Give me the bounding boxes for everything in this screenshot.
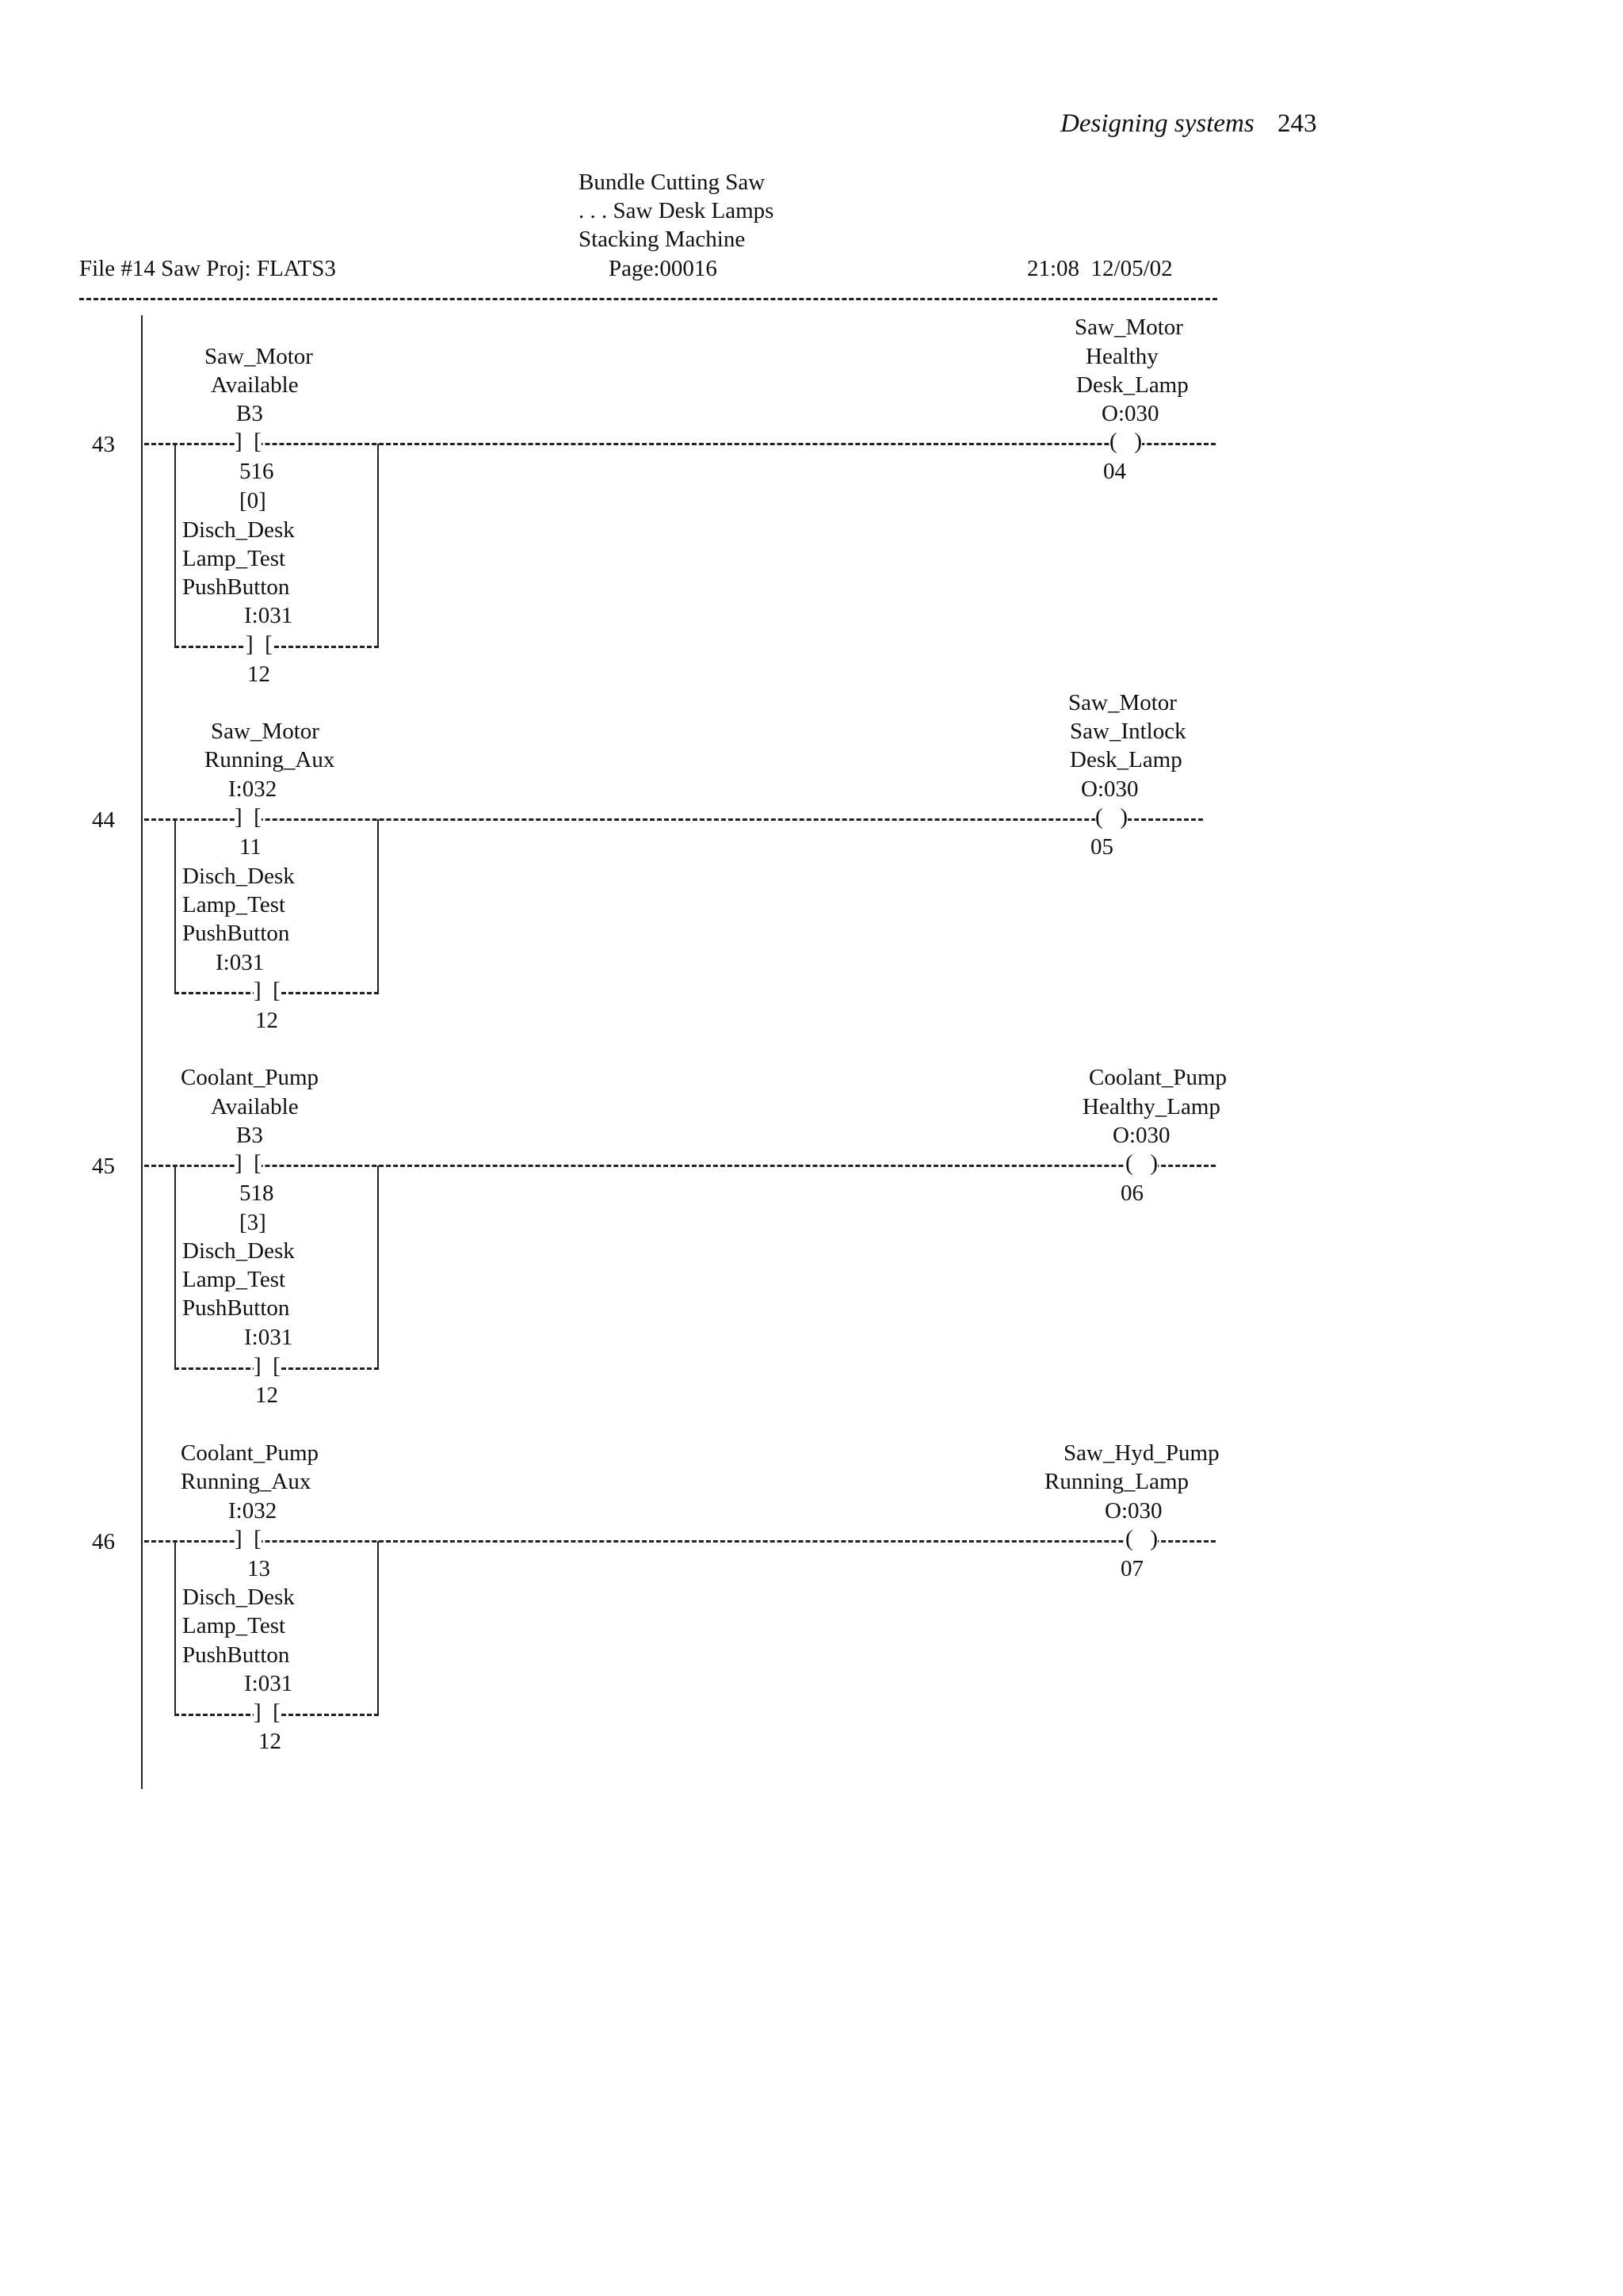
coil-label: Saw_Hyd_Pump <box>1064 1440 1220 1466</box>
branch-right <box>377 1165 379 1368</box>
contact-b-bit: 12 <box>255 1383 278 1408</box>
contact-b-label: Disch_Desk <box>182 1238 295 1264</box>
contact-a-label: Running_Aux <box>204 747 335 772</box>
rung-number: 46 <box>92 1529 115 1554</box>
contact-b-label: Lamp_Test <box>182 546 286 571</box>
title-line-1: Bundle Cutting Saw <box>579 170 766 195</box>
branch-left <box>174 444 176 646</box>
branch-left <box>174 819 176 994</box>
contact-a-bit: 11 <box>239 834 262 860</box>
coil-address: O:030 <box>1113 1123 1170 1148</box>
datetime-label: 21:08 12/05/02 <box>1027 256 1173 281</box>
contact-symbol: ] [ <box>254 978 281 1003</box>
contact-symbol: ] [ <box>254 1699 281 1725</box>
contact-a-address: B3 <box>236 401 263 426</box>
contact-b-label: Disch_Desk <box>182 864 295 889</box>
coil-label: Desk_Lamp <box>1076 372 1189 398</box>
contact-b-bit: 12 <box>255 1008 278 1033</box>
contact-b-label: PushButton <box>182 1295 290 1321</box>
branch-left <box>174 1541 176 1715</box>
coil-label: Saw_Intlock <box>1070 719 1186 744</box>
title-line-3: Stacking Machine <box>579 227 746 252</box>
branch-line <box>174 646 379 648</box>
contact-b-address: I:031 <box>244 1671 293 1696</box>
contact-a-bit: 516 <box>239 459 274 484</box>
rung-line <box>144 1165 1216 1167</box>
contact-b-address: I:031 <box>244 1325 293 1350</box>
coil-symbol: ( ) <box>1109 429 1143 454</box>
coil-address: O:030 <box>1105 1498 1163 1524</box>
contact-b-label: PushButton <box>182 574 290 600</box>
contact-symbol: ] [ <box>235 1526 262 1551</box>
contact-symbol: ] [ <box>254 1353 281 1379</box>
file-label: File #14 Saw Proj: FLATS3 <box>79 256 336 281</box>
branch-right <box>377 444 379 646</box>
branch-right <box>377 819 379 994</box>
contact-a-label: Running_Aux <box>181 1469 311 1494</box>
coil-symbol: ( ) <box>1095 804 1128 830</box>
header-separator <box>79 298 1217 300</box>
coil-label: Saw_Motor <box>1075 315 1183 340</box>
coil-address: O:030 <box>1102 401 1159 426</box>
contact-a-label: Saw_Motor <box>204 344 313 369</box>
coil-bit: 07 <box>1121 1556 1144 1581</box>
coil-bit: 05 <box>1090 834 1113 860</box>
branch-left <box>174 1165 176 1368</box>
coil-label: Running_Lamp <box>1044 1469 1190 1494</box>
page-number: 243 <box>1277 109 1317 138</box>
contact-b-label: Disch_Desk <box>182 517 295 543</box>
contact-symbol: ] [ <box>235 429 262 454</box>
coil-label: Healthy <box>1086 344 1159 369</box>
rung-line <box>144 1540 1216 1543</box>
contact-a-bit: 518 <box>239 1180 274 1206</box>
branch-right <box>377 1541 379 1715</box>
contact-a-address: B3 <box>236 1123 263 1148</box>
coil-label: Desk_Lamp <box>1070 747 1182 772</box>
contact-a-address: I:032 <box>228 1498 277 1524</box>
contact-symbol: ] [ <box>235 1150 262 1176</box>
contact-b-bit: 12 <box>247 662 270 687</box>
coil-bit: 04 <box>1103 459 1126 484</box>
coil-symbol: ( ) <box>1125 1150 1159 1176</box>
coil-label: Saw_Motor <box>1068 690 1177 715</box>
contact-b-bit: 12 <box>258 1729 281 1754</box>
page-label: Page:00016 <box>609 256 717 281</box>
contact-a-label: Coolant_Pump <box>181 1065 319 1090</box>
rung-number: 43 <box>92 432 115 457</box>
coil-address: O:030 <box>1081 776 1139 802</box>
title-line-2: . . . Saw Desk Lamps <box>579 198 774 223</box>
contact-b-address: I:031 <box>216 950 265 975</box>
rung-line <box>144 818 1203 821</box>
contact-b-label: PushButton <box>182 921 290 946</box>
left-power-rail <box>141 315 143 1789</box>
rung-number: 44 <box>92 807 115 833</box>
coil-bit: 06 <box>1121 1180 1144 1206</box>
contact-a-address: I:032 <box>228 776 277 802</box>
coil-symbol: ( ) <box>1125 1526 1159 1551</box>
contact-a-label: Available <box>211 372 299 398</box>
contact-b-label: Lamp_Test <box>182 892 286 917</box>
contact-b-label: Lamp_Test <box>182 1613 286 1638</box>
rung-line <box>144 443 1216 445</box>
contact-a-label: Saw_Motor <box>211 719 319 744</box>
contact-b-address: I:031 <box>244 603 293 628</box>
contact-a-label: Coolant_Pump <box>181 1440 319 1466</box>
contact-b-label: Lamp_Test <box>182 1267 286 1292</box>
rung-number: 45 <box>92 1154 115 1179</box>
contact-b-label: Disch_Desk <box>182 1585 295 1610</box>
contact-symbol: ] [ <box>246 631 273 657</box>
contact-a-bit: [0] <box>239 488 266 513</box>
running-header: Designing systems <box>1060 109 1254 138</box>
contact-a-bit: 13 <box>247 1556 270 1581</box>
contact-a-label: Available <box>211 1094 299 1119</box>
contact-symbol: ] [ <box>235 804 262 830</box>
contact-a-bit: [3] <box>239 1210 266 1235</box>
coil-label: Healthy_Lamp <box>1083 1094 1220 1119</box>
contact-b-label: PushButton <box>182 1642 290 1668</box>
coil-label: Coolant_Pump <box>1089 1065 1228 1090</box>
